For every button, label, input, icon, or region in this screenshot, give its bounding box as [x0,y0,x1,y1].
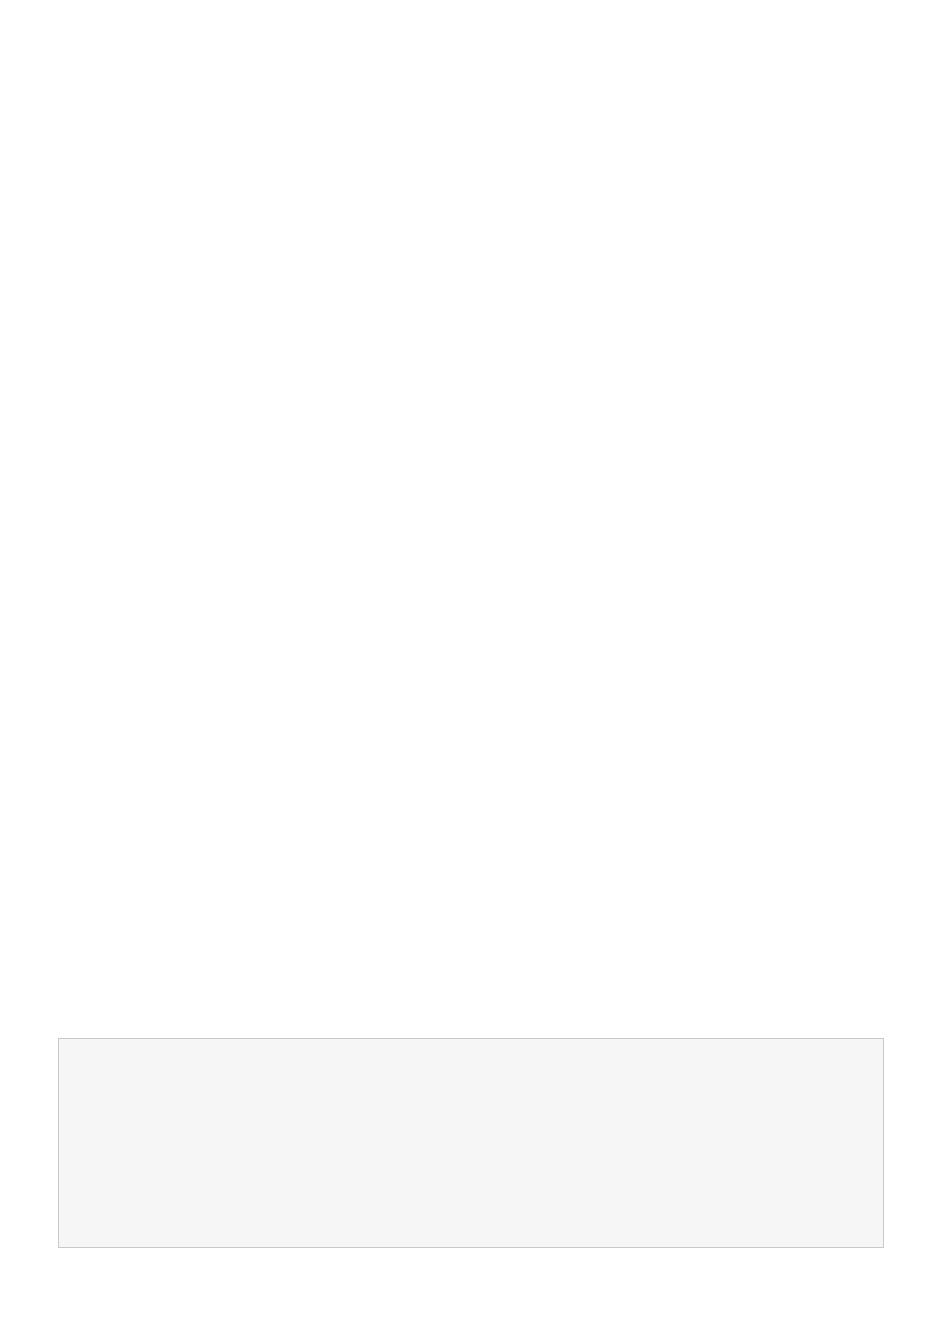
blueprint-steps-figure [58,1038,884,1248]
steps-diagram [59,1039,883,1247]
